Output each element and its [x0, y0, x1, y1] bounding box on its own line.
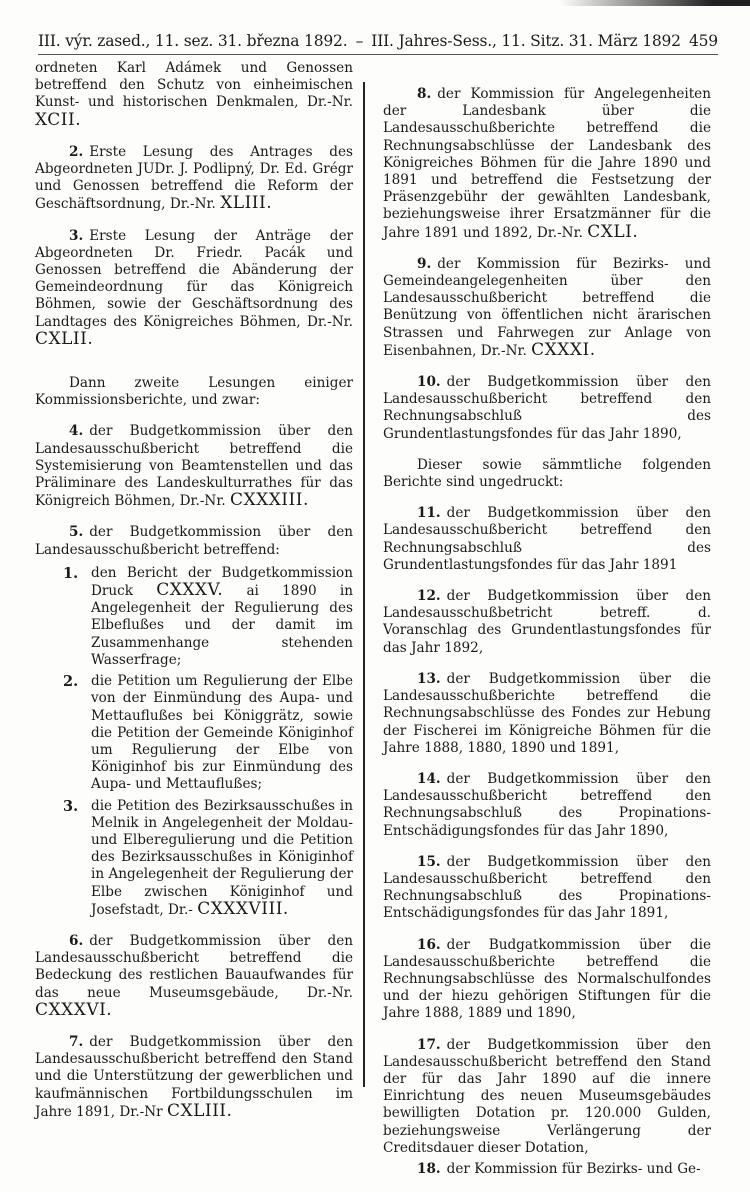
right-column: [383, 86, 711, 1192]
agenda-item-4: 4. der Budgetkommission über den Landesausschußbericht betreffend die Systemisierung von Beamtenstellen und das Präliminare des Landeskulturrathes für das Königreich Böhmen, Dr.-Nr. CXXXIII.: [35, 423, 353, 511]
header-czech: III. výr. zased., 11. sez. 31. března 1892.: [38, 32, 348, 50]
header-rule: [38, 54, 718, 55]
print-number: CXLIII.: [166, 1100, 233, 1121]
agenda-item-15: 15. der Budgetkommission über den Landesausschußbericht betreffend den Rechnungsabschluß des Propinations-Entschädigungsfondes für das Jahr 1891,: [383, 853, 711, 922]
agenda-item-10: 10. der Budgetkommission über den Landesausschußbericht betreffend den Rechnungsabschluß des Grundentlastungsfondes für das Jahr 1890,: [383, 374, 711, 442]
print-number: CXXXI.: [531, 339, 596, 360]
agenda-item-2: 2. Erste Lesung des Antrages des Abgeordneten JUDr. J. Podlipný, Dr. Ed. Grégr und Genossen betreffend die Reform der Geschäftsordnung, Dr.-Nr. XLIII.: [35, 143, 353, 214]
agenda-item-6: 6. der Budgetkommission über den Landesausschußbericht betreffend die Bedeckung des restlichen Bauaufwandes für das neue Museumsgebäude, Dr.-Nr. CXXXVI.: [35, 932, 353, 1020]
left-column: [35, 60, 353, 1135]
agenda-item-18: 18. der Kommission für Bezirks- und Ge-: [417, 1160, 701, 1177]
agenda-item-5: 5. der Budgetkommission über den Landesausschußbericht betreffend:: [35, 524, 353, 558]
agenda-item-13: 13. der Budgetkommission über die Landesausschußberichte betreffend die Rechnungsabschlüsse des Fondes zur Hebung der Fischerei im Königreiche Böhmen für die Jahre 1888, 1880, 1890 und 1891,: [383, 670, 711, 756]
print-number: CXLII.: [35, 328, 94, 349]
print-number: CXXXVIII.: [197, 898, 289, 919]
agenda-item-3: 3. Erste Lesung der Anträge der Abgeordneten Dr. Friedr. Pacák und Genossen betreffend die Abänderung der Gemeindeordnung für das Königreich Böhmen, sowie der Geschäftsordnung des Landtages des Königreiches Böhmen, Dr.-Nr. CXLII.: [35, 227, 353, 349]
agenda-item-17: 17. der Budgetkommission über den Landesausschußbericht betreffend den Stand der für das Jahr 1890 auf die innere Einrichtung des neuen Museumsgebäudes bewilligten Dotation pr. 120.000 Gulden, beziehungsweise Verlängerung der Creditsdauer dieser Dotation,: [383, 1036, 711, 1156]
agenda-item-12: 12. der Budgetkommission über den Landesausschußbetricht betreff. d. Voranschlag des Grundentlastungsfondes für das Jahr 1892,: [383, 588, 711, 656]
print-number: CXXXV.: [156, 580, 224, 601]
agenda-item-9: 9. der Kommission für Bezirks- und Gemeindeangelegenheiten über den Landesausschußbericht betreffend die Benützung von öffentlichen nicht ärarischen Strassen und Fahrwegen zur Anlage von Eisenbahnen, Dr.-Nr. CXXXI.: [383, 255, 711, 360]
scan-edge-shadow: [560, 0, 750, 6]
print-number: CXXXVI.: [35, 999, 113, 1020]
agenda-item-7: 7. der Budgetkommission über den Landesausschußbericht betreffend den Stand und die Unterstützung der gewerblichen und kaufmännischen Fortbildungsschulen im Jahre 1891, Dr.-Nr CXLIII.: [35, 1033, 353, 1121]
agenda-item-8: 8. der Kommission für Angelegenheiten der Landesbank über die Landesausschußberichte betreffend die Rechnungsabschlüsse der Landesbank des Königreiches Böhmen für die Jahre 1890 und 1891 und betreffend die Festsetzung der Präsenzgebühr der gewählten Landesbank, beziehungsweise ihrer Ersatzmänner für die Jahre 1891 und 1892, Dr.-Nr. CXLI.: [383, 86, 711, 242]
subitem-3: 3. die Petition des Bezirksausschußes in Melnik in Angelegenheit der Moldau- und Elberegulierung und die Petition des Bezirksausschußes in Königinhof in Angelegenheit der Regulierung der Elbe zwischen Königinhof und Josefstadt, Dr.- CXXXVIII.: [63, 797, 353, 919]
subitem-1: 1. den Bericht der Budgetkommission Druck CXXXV. ai 1890 in Angelegenheit der Regulierung des Elbeflußes und der damit im Zusammenhange stehenden Wasserfrage;: [63, 564, 353, 668]
section-intro: Dieser sowie sämmtliche folgenden Berichte sind ungedruckt:: [383, 456, 711, 491]
print-number: XCII.: [35, 109, 82, 130]
header-separator: –: [355, 32, 364, 50]
subitem-2: 2. die Petition um Regulierung der Elbe von der Einmündung des Aupa- und Mettauflußes bei Königgrätz, sowie die Petition der Gemeinde Königinhof um Regulierung der Elbe von Königinhof bis zur Einmündung des Aupa- und Mettauflußes;: [63, 673, 353, 793]
print-number: CXLI.: [587, 221, 639, 242]
header-german: III. Jahres-Sess., 11. Sitz. 31. März 1892: [371, 32, 681, 50]
agenda-item-16: 16. der Budgatkommission über die Landesausschußberichte betreffend die Rechnungsabschlüsse des Normalschulfondes und der hiezu gehörigen Stiftungen für die Jahre 1888, 1889 und 1890,: [383, 936, 711, 1022]
agenda-item-11: 11. der Budgetkommission über den Landesausschußbericht betreffend den Rechnungsabschluß des Grundentlastungsfondes für das Jahr 1891: [383, 505, 711, 573]
running-header: [38, 32, 718, 50]
print-number: XLIII.: [220, 193, 273, 214]
agenda-item-14: 14. der Budgetkommission über den Landesausschußbericht betreffend den Rechnungsabschluß des Propinations-Entschädigungsfondes für das Jahr 1890,: [383, 770, 711, 839]
print-number: CXXXIII.: [229, 490, 309, 511]
section-intro: Dann zweite Lesungen einiger Kommissionsberichte, und zwar:: [35, 375, 353, 409]
continuation-paragraph: ordneten Karl Adámek und Genossen betreffend den Schutz von einheimischen Kunst- und historischen Denkmalen, Dr.-Nr. XCII.: [35, 60, 353, 130]
page-number: 459: [688, 32, 718, 50]
column-divider: [363, 82, 365, 1087]
